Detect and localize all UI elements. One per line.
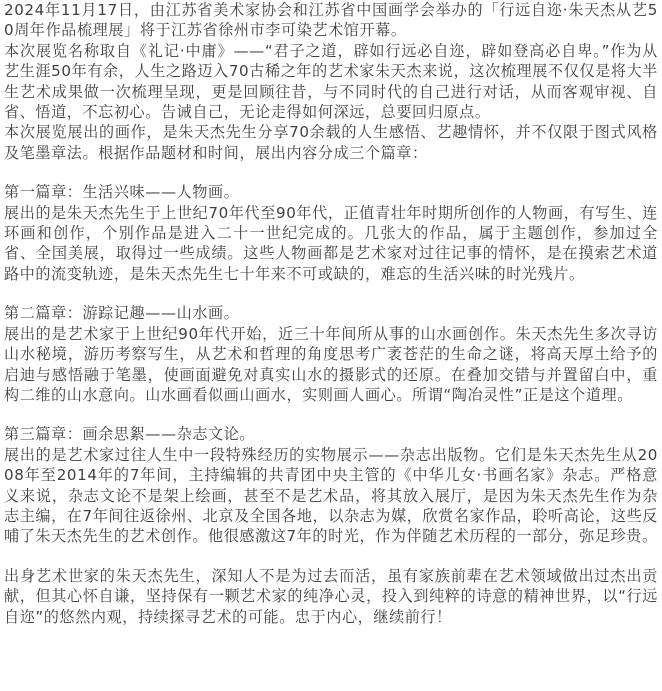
chapter-2-body: 展出的是艺术家于上世纪90年代开始，近三十年间所从事的山水画创作。朱天杰先生多次寻访山水秘境，游历考察写生，从艺术和哲理的角度思考广袤苍茫的生命之谜，将高天厚土给予的启迪与感悟融于笔墨，使画面避免对真实山水的摄影式的还原。在叠加交错与并置留白中，重构二维的山水意向。山水画看似画山画水，实则画人画心。所谓“陶冶灵性”正是这个道理。 <box>4 324 658 404</box>
chapter-2-heading: 第二篇章：游踪记趣——山水画。 <box>4 304 240 323</box>
closing-paragraph: 出身艺术世家的朱天杰先生，深知人不是为过去而活，虽有家族前辈在艺术领域做出过杰出贡献，但其心怀自谦，坚持保有一颗艺术家的纯净心灵，投入到纯粹的诗意的精神世界，以“行远自迩”的悠然内观，持续探寻艺术的可能。忠于内心，继续前行！ <box>4 566 658 626</box>
spacer <box>4 547 658 566</box>
chapter-3-heading: 第三篇章：画余思絮——杂志文论。 <box>4 425 256 444</box>
spacer <box>4 163 658 182</box>
chapter-1-body: 展出的是朱天杰先生于上世纪70年代至90年代，正值青壮年时期所创作的人物画，有写生、连环画和创作，个别作品是进入二十一世纪完成的。几张大的作品，属于主题创作，参加过全省、全国美展，取得过一些成绩。这些人物画都是艺术家对过往记事的情怀，是在摸索艺术道路中的流变轨迹，是朱天杰先生七十年来不可或缺的，难忘的生活兴味的时光残片。 <box>4 203 658 283</box>
exhibition-content-paragraph: 本次展览展出的画作，是朱天杰先生分享70余载的人生感悟、艺趣情怀，并不仅限于图式风格及笔墨章法。根据作品题材和时间，展出内容分成三个篇章： <box>4 123 658 162</box>
spacer <box>4 284 658 303</box>
intro-paragraph: 2024年11月17日，由江苏省美术家协会和江苏省中国画学会举办的「行远自迩·朱天杰从艺50周年作品梳理展」将于江苏省徐州市李可染艺术馆开幕。 <box>4 1 658 40</box>
chapter-1-heading: 第一篇章：生活兴味——人物画。 <box>4 183 240 202</box>
chapter-3-body: 展出的是艺术家过往人生中一段特殊经历的实物展示——杂志出版物。它们是朱天杰先生从2008年至2014年的7年间，主持编辑的共青团中央主管的《中华儿女·书画名家》杂志。严格意义来说，杂志文论不是架上绘画，甚至不是艺术品，将其放入展厅，是因为朱天杰先生作为杂志主编，在7年间往返徐州、北京及全国各地，以杂志为媒，欣赏名家作品，聆听高论，这些反哺了朱天杰先生的艺术创作。他很感激这7年的时光，作为伴随艺术历程的一部分，弥足珍贵。 <box>4 445 658 546</box>
spacer <box>4 405 658 424</box>
exhibition-name-paragraph: 本次展览名称取自《礼记·中庸》——“君子之道，辟如行远必自迩，辟如登高必自卑。”作为从艺生涯50年有余，人生之路迈入70古稀之年的艺术家朱天杰来说，这次梳理展不仅仅是将大半生艺术成果做一次梳理呈现，更是回顾往昔，与不同时代的自己进行对话，从而客观审视、自省、悟道，不忘初心。告诫自己，无论走得如何深远，总要回归原点。 <box>4 41 658 122</box>
